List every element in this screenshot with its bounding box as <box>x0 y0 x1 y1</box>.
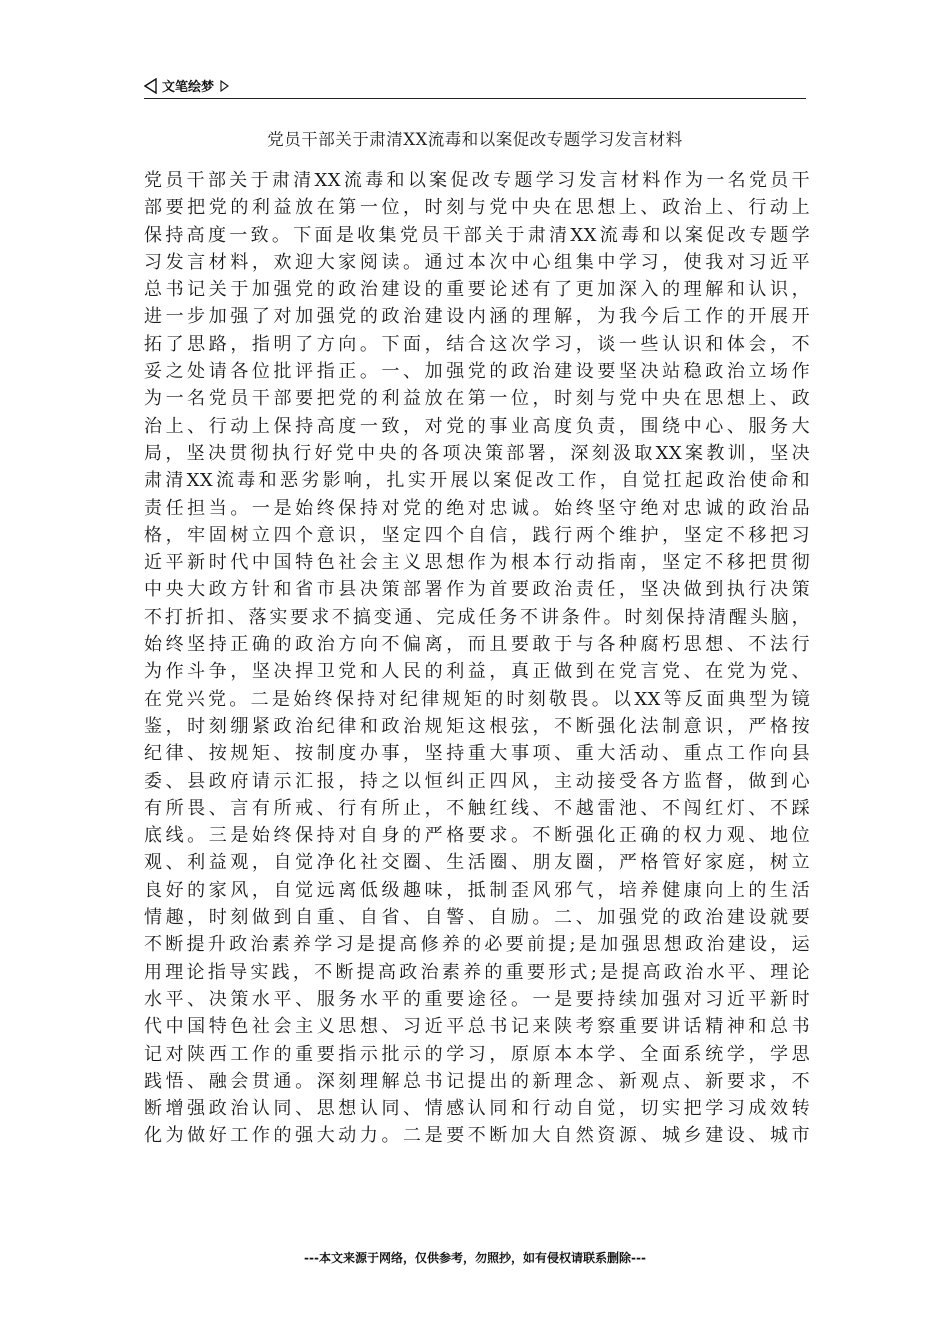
body-line: 良好的家风，自觉远离低级趣味，抵制歪风邪气，培养健康向上的生活 <box>144 879 810 901</box>
body-line: 为一名党员干部要把党的利益放在第一位，时刻与党中央在思想上、政 <box>144 388 810 410</box>
body-line: 在党兴党。二是始终保持对纪律规矩的时刻敬畏。以XX等反面典型为镜 <box>144 688 810 710</box>
body-line: 部要把党的利益放在第一位，时刻与党中央在思想上、政治上、行动上 <box>144 197 810 219</box>
body-line: 水平、决策水平、服务水平的重要途径。一是要持续加强对习近平新时 <box>144 988 810 1010</box>
body-line: 总书记关于加强党的政治建设的重要论述有了更加深入的理解和认识， <box>144 279 810 301</box>
body-line: 化为做好工作的强大动力。二是要不断加大自然资源、城乡建设、城市 <box>144 1125 810 1147</box>
body-line: 用理论指导实践，不断提高政治素养的重要形式;是提高政治水平、理论 <box>144 961 810 983</box>
body-line: 治上、行动上保持高度一致，对党的事业高度负责，围绕中心、服务大 <box>144 415 810 437</box>
body-line: 进一步加强了对加强党的政治建设内涵的理解，为我今后工作的开展开 <box>144 306 810 328</box>
body-line: 代中国特色社会主义思想、习近平总书记来陕考察重要讲话精神和总书 <box>144 1016 810 1038</box>
body-line: 不打折扣、落实要求不搞变通、完成任务不讲条件。时刻保持清醒头脑， <box>144 606 810 628</box>
page-header <box>144 74 806 99</box>
body-line: 记对陕西工作的重要指示批示的学习，原原本本学、全面系统学，学思 <box>144 1043 810 1065</box>
document-body <box>144 167 810 1150</box>
body-line: 纪律、按规矩、按制度办事，坚持重大事项、重大活动、重点工作向县 <box>144 743 810 765</box>
body-line: 委、县政府请示汇报，持之以恒纠正四风，主动接受各方监督，做到心 <box>144 770 810 792</box>
body-line: 底线。三是始终保持对自身的严格要求。不断强化正确的权力观、地位 <box>144 825 810 847</box>
body-line: 局，坚决贯彻执行好党中央的各项决策部署，深刻汲取XX案教训，坚决 <box>144 442 810 464</box>
body-line: 践悟、融会贯通。深刻理解总书记提出的新理念、新观点、新要求，不 <box>144 1070 810 1092</box>
body-line: 近平新时代中国特色社会主义思想作为根本行动指南，坚定不移把贯彻 <box>144 552 810 574</box>
brand-label: 文笔绘梦 <box>162 80 215 95</box>
body-line: 断增强政治认同、思想认同、情感认同和行动自觉，切实把学习成效转 <box>144 1098 810 1120</box>
body-line: 始终坚持正确的政治方向不偏离，而且要敢于与各种腐朽思想、不法行 <box>144 634 810 656</box>
body-line: 有所畏、言有所戒、行有所止，不触红线、不越雷池、不闯红灯、不踩 <box>144 797 810 819</box>
document-title: 党员干部关于肃清XX流毒和以案促改专题学习发言材料 <box>267 130 683 149</box>
body-line: 拓了思路，指明了方向。下面，结合这次学习，谈一些认识和体会，不 <box>144 333 810 355</box>
body-line: 为作斗争，坚决捍卫党和人民的利益，真正做到在党言党、在党为党、 <box>144 661 810 683</box>
body-line: 观、利益观，自觉净化社交圈、生活圈、朋友圈，严格管好家庭，树立 <box>144 852 810 874</box>
body-line: 中央大政方针和省市县决策部署作为首要政治责任，坚决做到执行决策 <box>144 579 810 601</box>
brand <box>144 76 229 95</box>
body-line: 习发言材料，欢迎大家阅读。通过本次中心组集中学习，使我对习近平 <box>144 251 810 273</box>
body-line: 鉴，时刻绷紧政治纪律和政治规矩这根弦，不断强化法制意识，严格按 <box>144 715 810 737</box>
body-line: 责任担当。一是始终保持对党的绝对忠诚。始终坚守绝对忠诚的政治品 <box>144 497 810 519</box>
footer-disclaimer: ---本文来源于网络，仅供参考，勿照抄，如有侵权请联系删除--- <box>304 1251 646 1265</box>
body-line: 不断提升政治素养学习是提高修养的必要前提;是加强思想政治建设，运 <box>144 934 810 956</box>
body-line: 格，牢固树立四个意识，坚定四个自信，践行两个维护，坚定不移把习 <box>144 524 810 546</box>
triangle-right-icon <box>220 80 229 92</box>
body-line: 妥之处请各位批评指正。一、加强党的政治建设要坚决站稳政治立场作 <box>144 361 810 383</box>
body-line: 肃清XX流毒和恶劣影响，扎实开展以案促改工作，自觉扛起政治使命和 <box>144 470 810 492</box>
triangle-left-icon <box>144 78 157 94</box>
body-line: 党员干部关于肃清XX流毒和以案促改专题学习发言材料作为一名党员干 <box>144 170 810 191</box>
body-line: 情趣，时刻做到自重、自省、自警、自励。二、加强党的政治建设就要 <box>144 907 810 929</box>
body-line: 保持高度一致。下面是收集党员干部关于肃清XX流毒和以案促改专题学 <box>144 224 810 246</box>
